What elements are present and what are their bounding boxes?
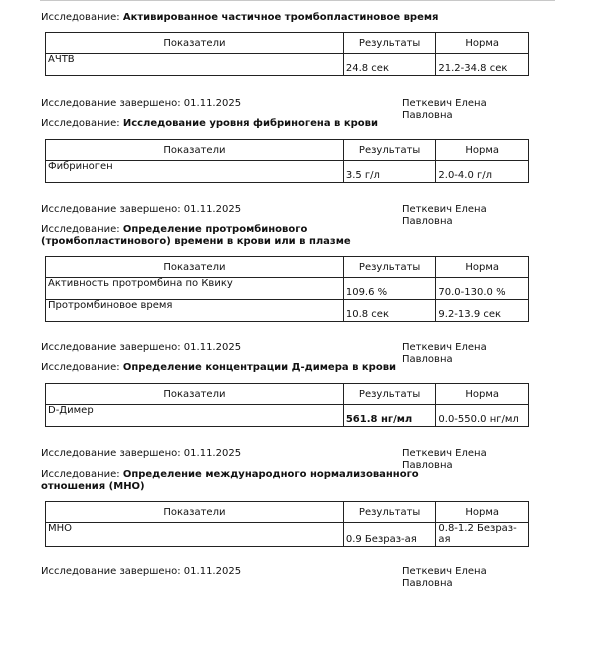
header-norm: Норма [436,257,529,278]
norm-cell: 70.0-130.0 % [436,278,529,300]
header-norm: Норма [436,384,529,405]
norm-cell: 9.2-13.9 сек [436,300,529,322]
header-result: Результаты [343,140,436,161]
param-cell: АЧТВ [46,54,344,76]
norm-cell: 0.8-1.2 Безраз-ая [436,523,529,547]
param-cell: Активность протромбина по Квику [46,278,344,300]
completion-line: Исследование завершено: 01.11.2025 [41,98,242,109]
results-table [45,32,529,76]
section-title: Исследование: Определение протромбинового (тромбопластинового) времени в крови или в плазме [41,224,351,247]
header-param: Показатели [46,384,344,405]
results-table [45,383,529,427]
header-result: Результаты [343,33,436,54]
result-cell: 3.5 г/л [343,161,436,183]
table-row [46,278,529,300]
results-table [45,256,529,322]
header-param: Показатели [46,502,344,523]
table-row [46,300,529,322]
signer-name: Петкевич Елена Павловна [402,448,487,471]
results-table [45,139,529,183]
results-table [45,501,529,547]
signer-name: Петкевич Елена Павловна [402,204,487,227]
param-cell: D-Димер [46,405,344,427]
table-row [46,161,529,183]
param-cell: Фибриноген [46,161,344,183]
table-row [46,405,529,427]
result-cell [343,405,436,427]
param-cell: Протромбиновое время [46,300,344,322]
table-row [46,523,529,547]
result-cell: 24.8 сек [343,54,436,76]
header-result: Результаты [343,384,436,405]
completion-line: Исследование завершено: 01.11.2025 [41,342,242,353]
signer-name: Петкевич Елена Павловна [402,566,487,589]
header-norm: Норма [436,502,529,523]
section-title: Исследование: Определение концентрации Д-димера в крови [41,362,397,373]
completion-line: Исследование завершено: 01.11.2025 [41,448,242,459]
section-title: Исследование: Определение международного нормализованного отношения (МНО) [41,469,419,492]
norm-cell: 2.0-4.0 г/л [436,161,529,183]
header-param: Показатели [46,33,344,54]
result-cell: 0.9 Безраз-ая [343,523,436,547]
header-result: Результаты [343,257,436,278]
param-cell: МНО [46,523,344,547]
header-param: Показатели [46,257,344,278]
section-title: Исследование: Активированное частичное тромбопластиновое время [41,12,439,23]
header-param: Показатели [46,140,344,161]
table-row [46,54,529,76]
completion-line: Исследование завершено: 01.11.2025 [41,204,242,215]
result-cell: 109.6 % [343,278,436,300]
header-norm: Норма [436,33,529,54]
completion-line: Исследование завершено: 01.11.2025 [41,566,242,577]
signer-name: Петкевич Елена Павловна [402,98,487,121]
top-divider [40,0,555,1]
norm-cell: 21.2-34.8 сек [436,54,529,76]
header-norm: Норма [436,140,529,161]
header-result: Результаты [343,502,436,523]
section-title: Исследование: Исследование уровня фибриногена в крови [41,118,379,129]
norm-cell: 0.0-550.0 нг/мл [436,405,529,427]
result-cell: 10.8 сек [343,300,436,322]
signer-name: Петкевич Елена Павловна [402,342,487,365]
abnormal-result: 561.8 нг/мл [345,414,413,425]
